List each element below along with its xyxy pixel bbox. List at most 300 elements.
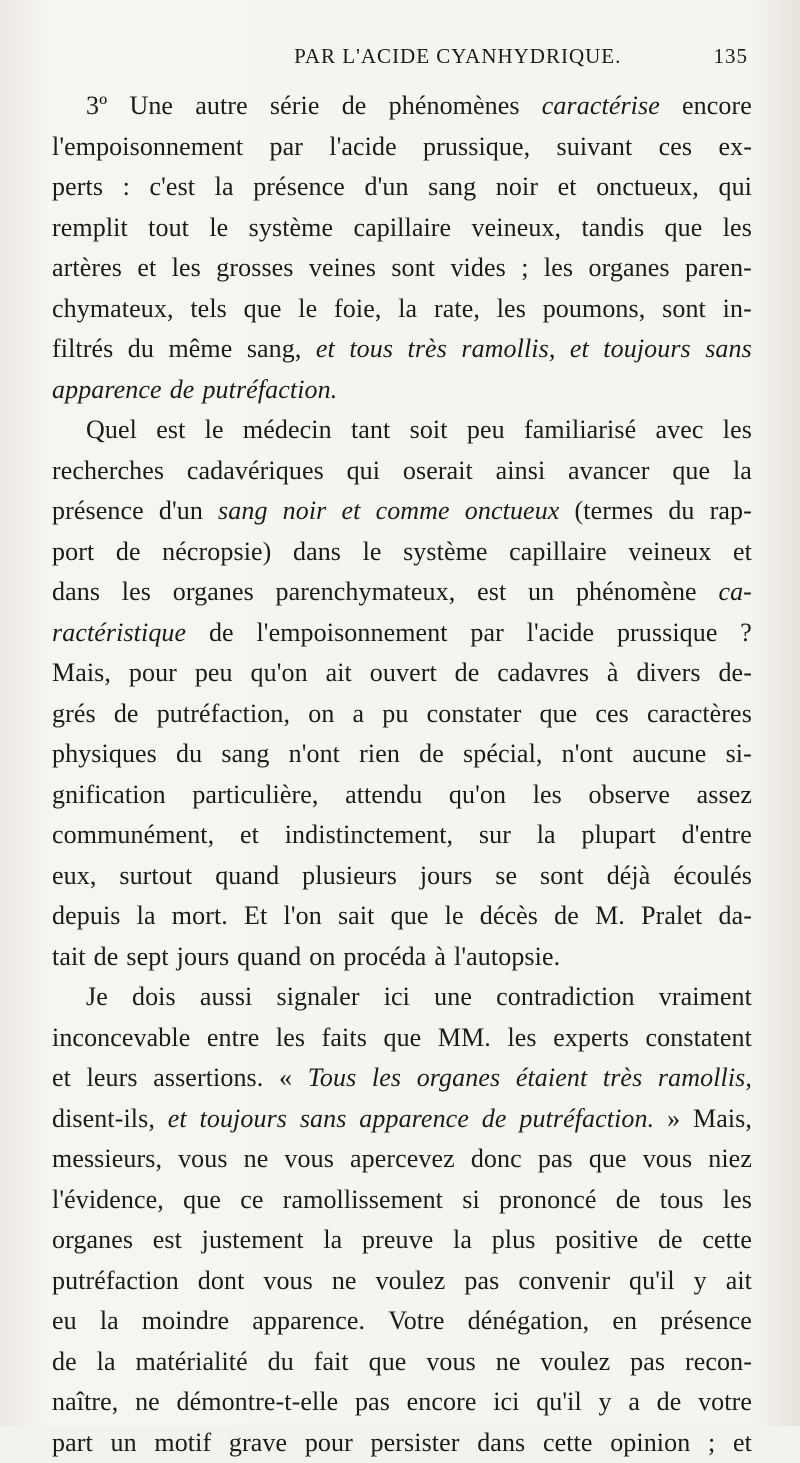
word: soit — [410, 410, 448, 451]
word: que — [672, 451, 710, 492]
word: prononcé — [499, 1180, 597, 1221]
word: ne — [135, 1382, 160, 1423]
word: observe — [588, 775, 670, 816]
word: et — [570, 329, 589, 370]
word: de — [170, 370, 195, 411]
word: part — [52, 1423, 93, 1463]
word: messieurs, — [52, 1139, 162, 1180]
word: indistinctement, — [285, 815, 453, 856]
word: phénomènes — [389, 86, 520, 127]
word: avec — [656, 410, 704, 451]
word: divers — [636, 653, 700, 694]
word: qu'on — [449, 775, 506, 816]
word: ne — [332, 1261, 357, 1302]
word: quand — [215, 856, 279, 897]
word: que — [589, 1139, 627, 1180]
word: preuve — [362, 1220, 433, 1261]
word: la — [100, 1301, 119, 1342]
word: qui — [718, 167, 752, 208]
word: ramollissement — [283, 1180, 443, 1221]
word: experts — [553, 1018, 629, 1059]
word: plupart — [581, 815, 655, 856]
word: dans — [293, 532, 341, 573]
word: ouvert — [370, 653, 437, 694]
word: présence — [52, 491, 144, 532]
text-line — [52, 856, 752, 897]
word: les — [122, 572, 151, 613]
word: veineux — [628, 532, 711, 573]
word: ici — [493, 1382, 519, 1423]
text-line — [52, 653, 752, 694]
word: dénégation, — [468, 1301, 590, 1342]
word: n'ont — [289, 734, 340, 775]
word: putréfaction. — [519, 1099, 654, 1140]
word: sang — [218, 491, 268, 532]
word: disent-ils, — [52, 1099, 155, 1140]
word: médecin — [243, 410, 332, 451]
word: n'ont — [562, 734, 613, 775]
word: faits — [322, 1018, 367, 1059]
word: d'entre — [682, 815, 752, 856]
word: pour — [129, 653, 177, 694]
word: qu'il — [629, 1261, 675, 1302]
word: la — [97, 1342, 116, 1383]
word: rate, — [434, 289, 480, 330]
word: ici — [384, 977, 410, 1018]
word: et — [342, 491, 361, 532]
word: d'un — [365, 167, 409, 208]
word: dans — [477, 1423, 525, 1463]
text-line — [52, 775, 752, 816]
word: la — [215, 167, 234, 208]
word: Votre — [388, 1301, 444, 1342]
word: noir — [283, 491, 327, 532]
word: voulez — [376, 1261, 446, 1302]
word: la — [398, 289, 417, 330]
word: pu — [382, 694, 408, 735]
word: toujours — [603, 329, 690, 370]
word: signaler — [276, 977, 359, 1018]
word: écoulés — [673, 856, 752, 897]
word: sans — [300, 1099, 347, 1140]
text-line — [52, 451, 752, 492]
word: foie, — [334, 289, 381, 330]
word: tout — [148, 208, 189, 249]
word: vraiment — [659, 977, 752, 1018]
word: particulière, — [192, 775, 318, 816]
word: rien — [359, 734, 400, 775]
text-line — [52, 613, 752, 654]
word: putréfaction — [52, 1261, 179, 1302]
word: l'on — [284, 896, 322, 937]
word: et — [240, 815, 259, 856]
text-line — [52, 1220, 752, 1261]
word: y — [694, 1261, 707, 1302]
word: familiarisé — [524, 410, 636, 451]
word: eu — [52, 1301, 77, 1342]
word: veines — [309, 248, 376, 289]
word: a — [353, 694, 365, 735]
word: attendu — [345, 775, 422, 816]
word: quand — [237, 937, 301, 978]
word: ces — [595, 694, 629, 735]
word: « — [279, 1058, 292, 1099]
word: port — [52, 532, 94, 573]
text-line — [52, 491, 752, 532]
word: présence — [253, 167, 345, 208]
word: comme — [376, 491, 450, 532]
word: dont — [198, 1261, 245, 1302]
word: à — [434, 937, 446, 978]
word: positive — [555, 1220, 638, 1261]
text-line — [52, 127, 752, 168]
word: a — [628, 1382, 640, 1423]
word: y — [599, 1382, 612, 1423]
word: organes — [417, 1058, 501, 1099]
word: les — [276, 1018, 305, 1059]
word: tant — [351, 410, 390, 451]
word: sont — [662, 289, 706, 330]
text-line — [52, 694, 752, 735]
text-line — [52, 1301, 752, 1342]
word: donc — [471, 1139, 522, 1180]
word: de — [455, 653, 480, 694]
word: de — [419, 734, 444, 775]
word: de- — [718, 653, 752, 694]
word: on — [309, 937, 335, 978]
word: et — [168, 1099, 187, 1140]
word: de — [554, 896, 579, 937]
word: sept — [126, 937, 168, 978]
word: sans — [705, 329, 752, 370]
word: paren- — [685, 248, 752, 289]
word: un — [528, 572, 554, 613]
word: autre — [195, 86, 247, 127]
word: justement — [202, 1220, 304, 1261]
word: putréfaction. — [202, 370, 337, 411]
word: pas — [538, 1139, 573, 1180]
word: filtrés — [52, 329, 113, 370]
word: et — [137, 248, 156, 289]
word: l'acide — [329, 127, 396, 168]
word: du — [128, 329, 154, 370]
word: organes — [588, 248, 669, 289]
word: ainsi — [496, 451, 546, 492]
text-line — [52, 1180, 752, 1221]
word: et — [733, 1423, 752, 1463]
text-line — [52, 208, 752, 249]
word: ractéristique — [52, 613, 186, 654]
text-line — [52, 248, 752, 289]
word: une — [434, 977, 472, 1018]
word: pas — [355, 1382, 390, 1423]
word: Mais, — [52, 653, 111, 694]
word: cette — [543, 1423, 593, 1463]
word: l'acide — [527, 613, 594, 654]
word: noir — [496, 167, 538, 208]
word: Mais, — [693, 1099, 752, 1140]
word: présence — [660, 1301, 752, 1342]
word: tous — [660, 1180, 704, 1221]
word: spécial, — [463, 734, 543, 775]
word: apparence. — [252, 1301, 365, 1342]
word: qui — [347, 451, 381, 492]
word: sang — [428, 167, 476, 208]
word: jours — [420, 856, 473, 897]
word: déjà — [607, 856, 651, 897]
word: ait — [726, 1261, 752, 1302]
word: de — [94, 937, 119, 978]
word: c'est — [150, 167, 196, 208]
word: Et — [244, 896, 267, 937]
word: qu'on — [251, 653, 308, 694]
word: très — [603, 1058, 642, 1099]
word: organes — [52, 1220, 133, 1261]
text-line — [52, 815, 752, 856]
word: entre — [207, 1018, 259, 1059]
word: la — [537, 815, 556, 856]
word: l'autopsie. — [454, 937, 560, 978]
word: ce — [240, 1180, 263, 1221]
word: dois — [132, 977, 176, 1018]
text-line — [52, 896, 752, 937]
word: prussique — [617, 613, 718, 654]
text-line — [52, 289, 752, 330]
word: les — [544, 248, 573, 289]
word: de — [52, 1342, 77, 1383]
text-line — [52, 1342, 752, 1383]
word: avancer — [568, 451, 650, 492]
word: (termes — [575, 491, 654, 532]
word: opinion — [610, 1423, 690, 1463]
word: l'évidence, — [52, 1180, 164, 1221]
word: onctueux — [465, 491, 560, 532]
word: la — [137, 896, 156, 937]
word: da- — [718, 896, 752, 937]
word: que — [183, 1180, 221, 1221]
word: procéda — [343, 937, 426, 978]
word: que — [383, 1018, 421, 1059]
word: la — [323, 1220, 342, 1261]
word: toujours — [200, 1099, 287, 1140]
word: physiques — [52, 734, 157, 775]
word: leurs — [87, 1058, 138, 1099]
text-line — [52, 1058, 752, 1099]
word: sont — [540, 856, 584, 897]
text-line — [52, 977, 752, 1018]
word: le — [298, 289, 317, 330]
word: cadavériques — [187, 451, 324, 492]
word: du — [268, 1342, 294, 1383]
word: si- — [726, 734, 752, 775]
word: persister — [371, 1423, 460, 1463]
word: de — [342, 86, 367, 127]
word: » — [667, 1099, 680, 1140]
text-line — [52, 937, 752, 978]
word: de — [209, 613, 234, 654]
word: que — [665, 208, 703, 249]
text-line — [52, 167, 752, 208]
word: ces — [659, 127, 693, 168]
text-line — [52, 734, 752, 775]
word: grosses — [216, 248, 293, 289]
word: capillaire — [353, 208, 451, 249]
word: la — [453, 1220, 472, 1261]
word: organes — [173, 572, 254, 613]
word: aucune — [632, 734, 706, 775]
word: d'un — [159, 491, 203, 532]
word: de — [616, 1180, 641, 1221]
word: prussique, — [423, 127, 530, 168]
word: capillaire — [509, 532, 607, 573]
word: décès — [480, 896, 538, 937]
word: apparence — [52, 370, 162, 411]
text-line — [52, 1099, 752, 1140]
word: apparence — [359, 1099, 469, 1140]
word: constatent — [646, 1018, 752, 1059]
text-line — [52, 86, 752, 127]
word: caractères — [647, 694, 752, 735]
word: sait — [338, 896, 375, 937]
word: poumons, — [543, 289, 646, 330]
word: ne — [496, 1342, 521, 1383]
word: les — [533, 775, 562, 816]
word: l'empoisonnement — [52, 127, 243, 168]
running-head — [52, 0, 752, 74]
word: du — [176, 734, 202, 775]
word: ; — [521, 248, 528, 289]
word: un — [111, 1423, 137, 1463]
text-line — [52, 1139, 752, 1180]
word: est — [153, 1220, 182, 1261]
word: assertions. — [153, 1058, 263, 1099]
running-title: PAR L'ACIDE CYANHYDRIQUE. — [52, 44, 714, 69]
word: assez — [697, 775, 752, 816]
text-line — [52, 329, 752, 370]
word: les — [723, 410, 752, 451]
word: nécropsie) — [162, 532, 271, 573]
word: les — [723, 208, 752, 249]
word: si — [462, 1180, 480, 1221]
word: du — [668, 491, 694, 532]
word: putréfaction, — [157, 694, 290, 735]
word: de — [482, 1099, 507, 1140]
word: que — [539, 694, 577, 735]
word: grés — [52, 694, 96, 735]
word: voulez — [540, 1342, 610, 1383]
word: Une — [129, 86, 173, 127]
word: vous — [284, 1139, 334, 1180]
word: motif — [154, 1423, 211, 1463]
word: les — [372, 1058, 401, 1099]
word: oserait — [403, 451, 473, 492]
word: la — [733, 451, 752, 492]
word: cette — [702, 1220, 752, 1261]
word: est — [156, 410, 185, 451]
word: tels — [190, 289, 227, 330]
word: l'empoisonnement — [256, 613, 447, 654]
word: grave — [229, 1423, 287, 1463]
word: ca- — [718, 572, 752, 613]
word: Pralet — [641, 896, 702, 937]
word: remplit — [52, 208, 128, 249]
word: se — [495, 856, 517, 897]
word: eux, — [52, 856, 96, 897]
word: inconcevable — [52, 1018, 190, 1059]
word: moindre — [142, 1301, 229, 1342]
word: gnification — [52, 775, 166, 816]
word: ex- — [718, 127, 752, 168]
word: de — [657, 1382, 682, 1423]
word: que — [391, 896, 429, 937]
text-line — [52, 410, 752, 451]
word: encore — [407, 1382, 477, 1423]
word: peu — [195, 653, 233, 694]
word: tait — [52, 937, 86, 978]
word: très — [408, 329, 447, 370]
word: ait — [326, 653, 352, 694]
word: le — [205, 410, 224, 451]
word: encore — [682, 86, 752, 127]
word: votre — [698, 1382, 752, 1423]
word: niez — [708, 1139, 752, 1180]
word: mort. — [172, 896, 228, 937]
word: : — [123, 167, 130, 208]
word: et — [316, 329, 335, 370]
word: plusieurs — [302, 856, 397, 897]
word: ne — [244, 1139, 269, 1180]
word: tandis — [581, 208, 644, 249]
word: à — [607, 653, 619, 694]
word: par — [269, 127, 303, 168]
word: communément, — [52, 815, 214, 856]
word: veineux, — [472, 208, 562, 249]
word: convenir — [518, 1261, 610, 1302]
word: chymateux, — [52, 289, 174, 330]
word: étaient — [516, 1058, 587, 1099]
word: système — [249, 208, 333, 249]
text-line — [52, 1261, 752, 1302]
word: depuis — [52, 896, 120, 937]
word: et — [558, 167, 577, 208]
word: les — [497, 289, 526, 330]
word: on — [308, 694, 334, 735]
text-line — [52, 1423, 752, 1463]
page-number: 135 — [714, 44, 753, 69]
word: que — [369, 1342, 407, 1383]
word: le — [209, 208, 228, 249]
word: M. — [595, 896, 625, 937]
word: recherches — [52, 451, 164, 492]
word: que — [244, 289, 282, 330]
word: système — [403, 532, 487, 573]
word: surtout — [119, 856, 192, 897]
word: plus — [492, 1220, 536, 1261]
word: rap- — [710, 491, 752, 532]
word: ? — [740, 613, 752, 654]
word: de — [116, 532, 141, 573]
word: aussi — [200, 977, 253, 1018]
word: de — [114, 694, 139, 735]
word: Quel — [86, 410, 137, 451]
word: in- — [723, 289, 752, 330]
word: et — [52, 1058, 71, 1099]
word: pas — [464, 1261, 499, 1302]
body-text — [52, 86, 752, 1463]
word: apercevez — [350, 1139, 455, 1180]
word: dans — [52, 572, 100, 613]
word: les — [723, 1180, 752, 1221]
